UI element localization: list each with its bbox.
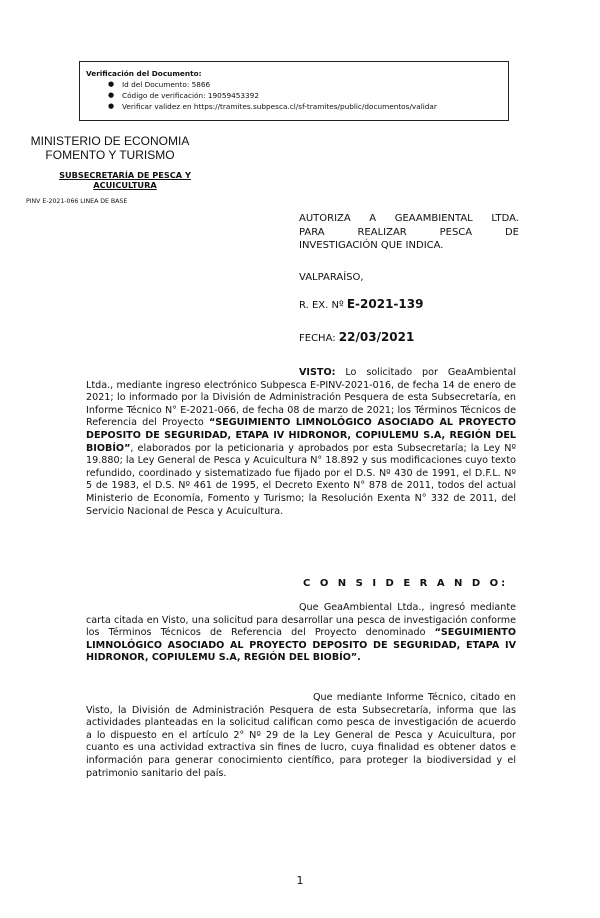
date-label: FECHA:: [299, 333, 336, 344]
verification-box: [79, 61, 509, 121]
resolution-date: [299, 330, 414, 344]
subsecretaria-name: [40, 170, 210, 190]
verification-id-text: Id del Documento: 5866: [122, 80, 211, 89]
bullet-icon: ●: [108, 102, 115, 110]
verification-code-text: Código de verificación: 19059453392: [122, 91, 259, 100]
resolution-number: [299, 297, 423, 311]
considerando-2-text: Que mediante Informe Técnico, citado en Visto, la División de Administración Pesquera de esta Subsecretaría, informa que las actividades planteadas en la solicitud califican como pesca de investigación de acuerdo a lo dispuesto en el artículo 2° Nº 29 de la Ley General de Pesca y Acuicultura, por cuanto es una actividad extractiva sin fines de lucro, cuya finalidad es obtener datos e información para generar conocimiento científico, para proteger la biodiversidad y el patrimonio sanitario del país.: [86, 692, 516, 779]
verification-item-code: [108, 90, 508, 101]
considerando-paragraph-1: [86, 602, 516, 665]
considerando-paragraph-2: [86, 692, 516, 780]
visto-project-name: “SEGUIMIENTO LIMNOLÓGICO ASOCIADO AL PROYECTO DEPOSITO DE SEGURIDAD, ETAPA IV HIDRONOR, COPIULEMU S.A, REGIÓN DEL BIOBÍO”: [86, 417, 516, 454]
verification-item-id: [108, 79, 508, 90]
verification-title: Verificación del Documento:: [86, 69, 202, 78]
summary-line-1: AUTORIZA A GEAAMBIENTAL LTDA.: [299, 213, 519, 224]
page-number: 1: [296, 874, 304, 887]
resolution-summary: [299, 212, 519, 253]
ministry-line-1: MINISTERIO DE ECONOMIA: [30, 134, 190, 148]
ministry-line-2: FOMENTO Y TURISMO: [45, 148, 175, 162]
verification-item-url: [108, 101, 508, 112]
bullet-icon: ●: [108, 91, 115, 99]
considerando-1-project: “SEGUIMIENTO LIMNOLÓGICO ASOCIADO AL PROYECTO DEPOSITO DE SEGURIDAD, ETAPA IV HIDRONOR, COPIULEMU S.A, REGIÓN DEL BIOBÍO”.: [86, 627, 516, 664]
considerando-1-text: Que GeaAmbiental Ltda., ingresó mediante carta citada en Visto, una solicitud para desarrollar una pesca de investigación conforme los Términos Técnicos de Referencia del Proyecto denominado: [86, 602, 516, 639]
resolution-number-label: R. EX. Nº: [299, 300, 344, 311]
verification-url-link[interactable]: Verificar validez en https://tramites.subpesca.cl/sf-tramites/public/documentos/validar: [122, 102, 437, 111]
ministry-name: [20, 134, 200, 162]
reference-code: PINV E-2021-066 LINEA DE BASE: [26, 198, 128, 205]
summary-line-3: INVESTIGACIÓN QUE INDICA.: [299, 240, 444, 251]
city: VALPARAÍSO,: [299, 272, 364, 283]
date-value: 22/03/2021: [338, 330, 415, 344]
subsecretaria-line-2: ACUICULTURA: [93, 180, 157, 190]
visto-text-b: , elaborados por la peticionaria y aprobados por esta Subsecretaría; la Ley Nº 19.880; la Ley General de Pesca y Acuicultura N° 18.892 y sus modificaciones cuyo texto refundido, coordinado y sistematizado fue fijado por el D.S. Nº 430 de 1991, el D.F.L. Nº 5 de 1983, el D.S. Nº 461 de 1995, el Decreto Exento N° 878 de 2011, todos del actual Ministerio de Economía, Fomento y Turismo; la Resolución Exenta N° 332 de 2011, del Servicio Nacional de Pesca y Acuicultura.: [86, 442, 516, 517]
bullet-icon: ●: [108, 80, 115, 88]
visto-label: VISTO:: [299, 367, 336, 378]
visto-paragraph: [86, 367, 516, 518]
verification-list: [86, 79, 508, 112]
summary-line-2: PARA REALIZAR PESCA DE: [299, 226, 519, 238]
visto-text-a: Lo solicitado por GeaAmbiental Ltda., mediante ingreso electrónico Subpesca E-PINV-2021-016, de fecha 14 de enero de 2021; lo informado por la División de Administración Pesquera de esta Subsecretaría, en Informe Técnico N° E-2021-066, de fecha 08 de marzo de 2021; los Términos Técnicos de Referencia del Proyecto: [86, 367, 516, 429]
resolution-number-value: E-2021-139: [346, 297, 424, 311]
considerando-heading: C O N S I D E R A N D O:: [303, 578, 509, 589]
subsecretaria-line-1: SUBSECRETARÍA DE PESCA Y: [59, 170, 191, 180]
